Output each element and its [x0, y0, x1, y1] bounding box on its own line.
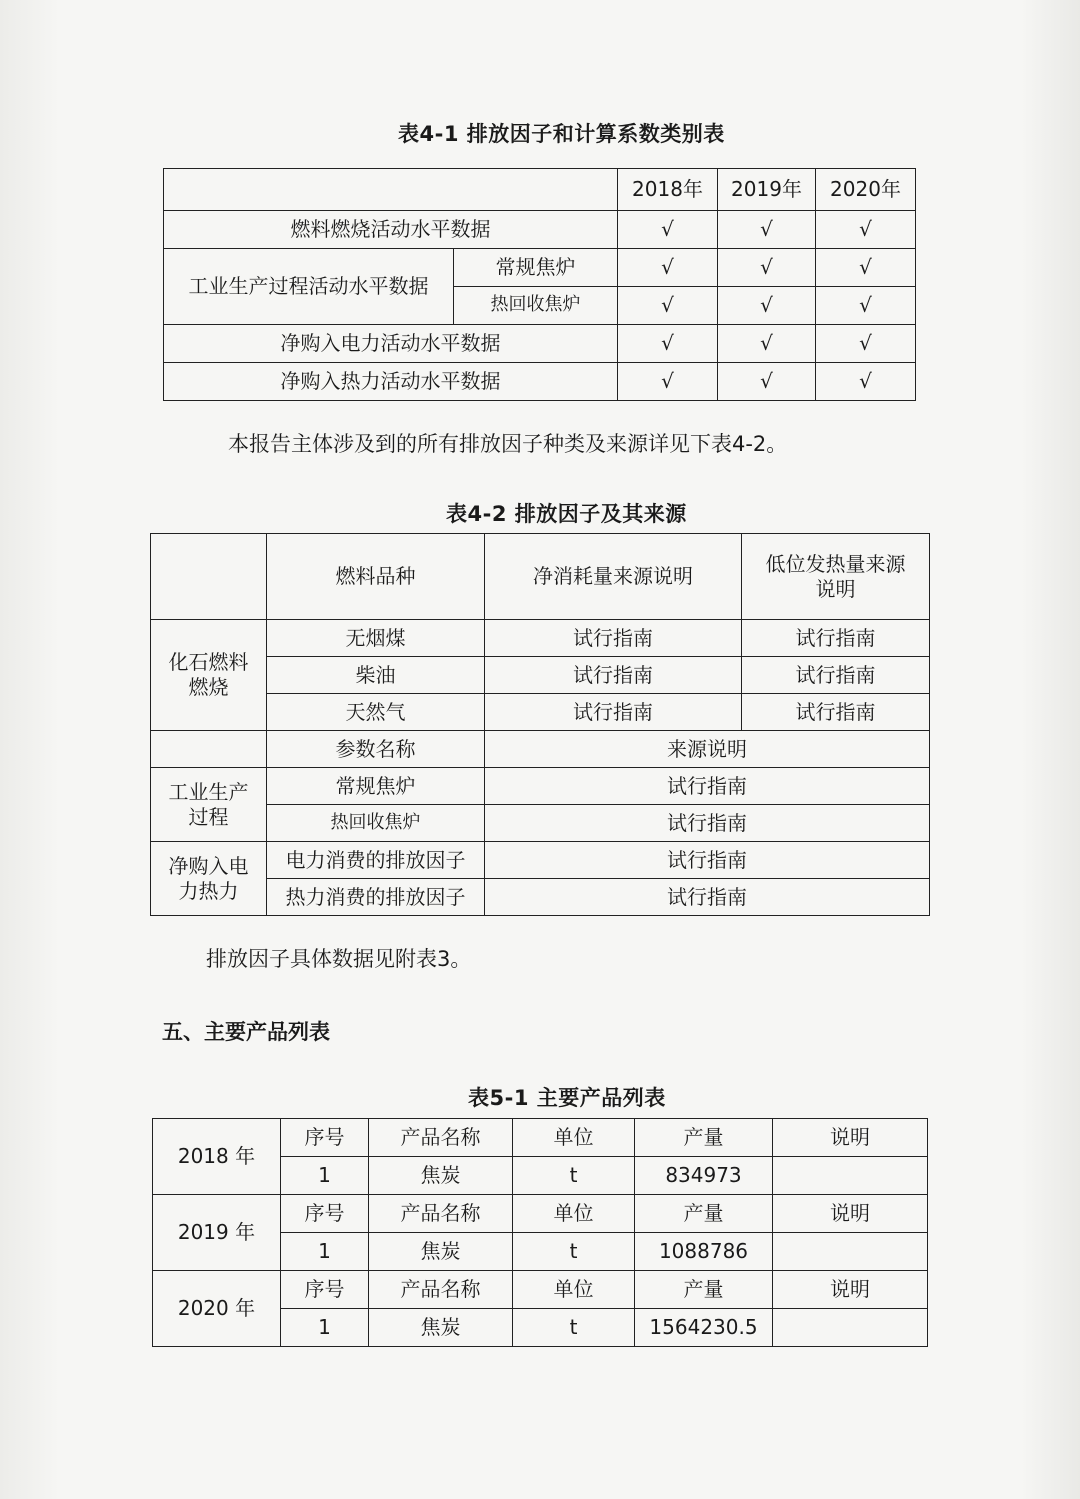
consumption-source: 试行指南: [485, 657, 742, 694]
header-source-desc: 来源说明: [485, 731, 930, 768]
paragraph-table-reference: 本报告主体涉及到的所有排放因子种类及来源详见下表4-2。: [228, 432, 788, 456]
group-fossil-fuel: 化石燃料燃烧: [151, 620, 267, 731]
param-source: 试行指南: [485, 768, 930, 805]
row-note: [773, 1309, 928, 1347]
row-output: 834973: [635, 1157, 773, 1195]
check-mark: √: [718, 363, 816, 401]
row-no: 1: [281, 1233, 369, 1271]
row-product: 焦炭: [369, 1309, 513, 1347]
year-label: 2020 年: [153, 1271, 281, 1347]
year-label: 2018 年: [153, 1119, 281, 1195]
row-label-fuel: 燃料燃烧活动水平数据: [164, 211, 618, 249]
year-header: 2020年: [816, 169, 916, 211]
check-mark: √: [618, 249, 718, 287]
row-output: 1088786: [635, 1233, 773, 1271]
group-industry: 工业生产过程: [151, 768, 267, 842]
check-mark: √: [718, 249, 816, 287]
check-mark: √: [816, 325, 916, 363]
group-purchase: 净购入电力热力: [151, 842, 267, 916]
param-source: 试行指南: [485, 879, 930, 916]
header-consumption-source: 净消耗量来源说明: [485, 534, 742, 620]
check-mark: √: [816, 363, 916, 401]
blank-cell: [151, 731, 267, 768]
check-mark: √: [816, 287, 916, 325]
header-no: 序号: [281, 1271, 369, 1309]
row-no: 1: [281, 1157, 369, 1195]
header-fuel-type: 燃料品种: [267, 534, 485, 620]
param-source: 试行指南: [485, 805, 930, 842]
row-note: [773, 1157, 928, 1195]
param-name: 常规焦炉: [267, 768, 485, 805]
calorific-source: 试行指南: [742, 657, 930, 694]
check-mark: √: [618, 287, 718, 325]
header-product: 产品名称: [369, 1195, 513, 1233]
check-mark: √: [816, 211, 916, 249]
calorific-source: 试行指南: [742, 620, 930, 657]
table-4-1-title: 表4-1 排放因子和计算系数类别表: [398, 122, 725, 146]
row-label-heat-recovery: 热回收焦炉: [454, 287, 618, 325]
header-note: 说明: [773, 1195, 928, 1233]
check-mark: √: [816, 249, 916, 287]
table-5-1: [152, 1118, 928, 1347]
header-product: 产品名称: [369, 1271, 513, 1309]
row-output: 1564230.5: [635, 1309, 773, 1347]
row-label-conventional: 常规焦炉: [454, 249, 618, 287]
row-note: [773, 1233, 928, 1271]
consumption-source: 试行指南: [485, 694, 742, 731]
param-name: 热回收焦炉: [267, 805, 485, 842]
row-label-heat: 净购入热力活动水平数据: [164, 363, 618, 401]
check-mark: √: [718, 211, 816, 249]
fuel-name: 天然气: [267, 694, 485, 731]
consumption-source: 试行指南: [485, 620, 742, 657]
check-mark: √: [718, 287, 816, 325]
check-mark: √: [618, 325, 718, 363]
header-no: 序号: [281, 1119, 369, 1157]
row-product: 焦炭: [369, 1233, 513, 1271]
year-header: 2018年: [618, 169, 718, 211]
param-name: 电力消费的排放因子: [267, 842, 485, 879]
table-5-1-title: 表5-1 主要产品列表: [468, 1086, 666, 1110]
param-source: 试行指南: [485, 842, 930, 879]
fuel-name: 无烟煤: [267, 620, 485, 657]
row-no: 1: [281, 1309, 369, 1347]
fuel-name: 柴油: [267, 657, 485, 694]
table-4-1: [163, 168, 916, 401]
table-4-2: [150, 533, 930, 916]
header-unit: 单位: [513, 1195, 635, 1233]
header-output: 产量: [635, 1195, 773, 1233]
header-note: 说明: [773, 1271, 928, 1309]
header-output: 产量: [635, 1119, 773, 1157]
paragraph-appendix-reference: 排放因子具体数据见附表3。: [206, 947, 472, 971]
header-unit: 单位: [513, 1271, 635, 1309]
table-4-2-corner: [151, 534, 267, 620]
param-name: 热力消费的排放因子: [267, 879, 485, 916]
header-calorific-source: 低位发热量来源说明: [742, 534, 930, 620]
section-heading-5: 五、主要产品列表: [162, 1020, 330, 1044]
header-note: 说明: [773, 1119, 928, 1157]
header-param-name: 参数名称: [267, 731, 485, 768]
calorific-source: 试行指南: [742, 694, 930, 731]
header-output: 产量: [635, 1271, 773, 1309]
row-unit: t: [513, 1309, 635, 1347]
row-unit: t: [513, 1157, 635, 1195]
header-unit: 单位: [513, 1119, 635, 1157]
row-label-electricity: 净购入电力活动水平数据: [164, 325, 618, 363]
row-unit: t: [513, 1233, 635, 1271]
table-4-2-title: 表4-2 排放因子及其来源: [446, 502, 687, 526]
row-product: 焦炭: [369, 1157, 513, 1195]
table-4-1-corner: [164, 169, 618, 211]
year-header: 2019年: [718, 169, 816, 211]
header-product: 产品名称: [369, 1119, 513, 1157]
check-mark: √: [618, 363, 718, 401]
row-label-industry: 工业生产过程活动水平数据: [164, 249, 454, 325]
year-label: 2019 年: [153, 1195, 281, 1271]
check-mark: √: [718, 325, 816, 363]
header-no: 序号: [281, 1195, 369, 1233]
check-mark: √: [618, 211, 718, 249]
